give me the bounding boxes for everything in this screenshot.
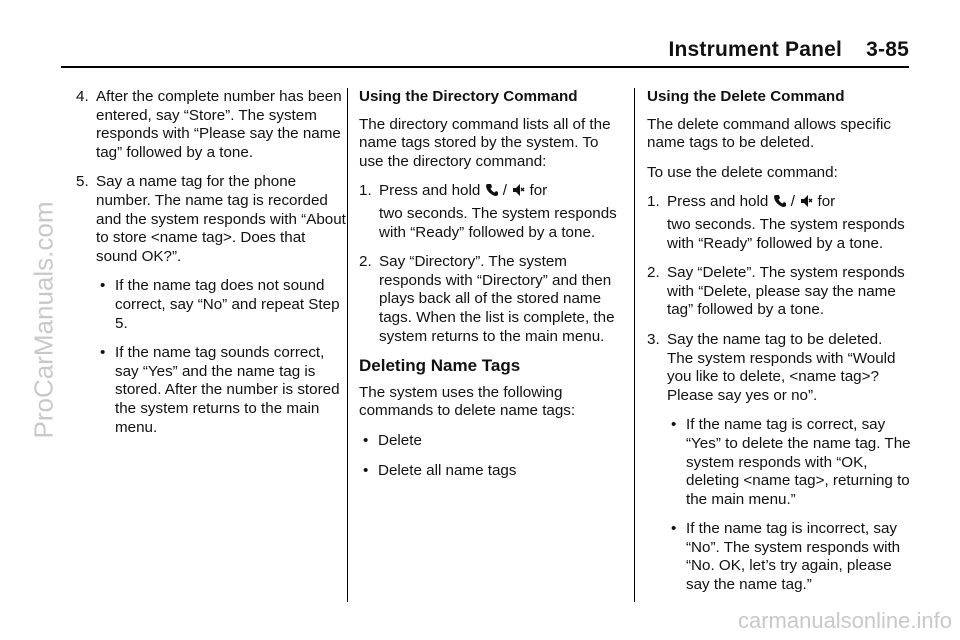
bullet-item (647, 416, 912, 509)
step-number: 3. (647, 330, 660, 348)
phone-handset-icon (485, 183, 499, 197)
step-2 (359, 253, 624, 346)
step-suffix: for (529, 182, 548, 200)
step-number: 2. (359, 253, 372, 271)
column-2 (359, 88, 624, 491)
step-2 (647, 264, 912, 320)
bullet-dot: • (671, 416, 677, 434)
bullet-dot: • (363, 461, 369, 479)
step-number: 1. (359, 182, 372, 200)
step-5 (76, 173, 346, 266)
bullet-dot: • (671, 520, 677, 538)
bullet-item (76, 344, 346, 437)
step-number: 5. (76, 173, 89, 191)
bullet-dot: • (363, 431, 369, 449)
step-number: 2. (647, 264, 660, 282)
step-text: Say a name tag for the phone number. The name tag is recorded and the system responds with “About to store <name tag>. Does that sound OK?”. (96, 173, 346, 265)
speaker-mute-icon (799, 194, 813, 208)
step-number: 1. (647, 193, 660, 211)
bullet-dot: • (100, 344, 106, 362)
column-divider-1 (347, 88, 348, 602)
side-watermark-text: ProCarManuals.com (28, 201, 59, 439)
step-continuation: two seconds. The system responds with “Ready” followed by a tone. (379, 204, 617, 241)
step-1 (359, 182, 624, 242)
step-text: After the complete number has been entered, say “Store”. The system responds with “Please say the name tag” followed by a tone. (96, 88, 342, 161)
icon-separator: / (502, 182, 508, 200)
bullet-text: If the name tag is correct, say “Yes” to delete the name tag. The system responds with “OK, deleting <name tag>, returning to the main menu.” (686, 416, 911, 508)
bullet-item (76, 277, 346, 333)
step-continuation: two seconds. The system responds with “Ready” followed by a tone. (667, 215, 905, 252)
delete-intro-2: To use the delete command: (647, 163, 838, 181)
speaker-mute-icon (511, 183, 525, 197)
step-number: 4. (76, 88, 89, 105)
bullet-text: If the name tag is incorrect, say “No”. The system responds with “No. OK, let’s try again, please say the name tag.” (686, 520, 901, 594)
step-text: Say “Delete”. The system responds with “Delete, please say the name tag” followed by a tone. (667, 264, 905, 319)
deleting-intro: The system uses the following commands to delete name tags: (359, 383, 576, 420)
delete-intro: The delete command allows specific name tags to be deleted. (647, 115, 891, 152)
phone-handset-icon (773, 194, 787, 208)
bullet-dot: • (100, 277, 106, 295)
bullet-item (359, 462, 624, 481)
delete-command-heading: Using the Delete Command (647, 88, 845, 105)
bullet-text: Delete (378, 431, 422, 449)
bullet-text: If the name tag sounds correct, say “Yes” and the name tag is stored. After the number is stored the system returns to the main menu. (115, 344, 340, 436)
bullet-item (647, 520, 912, 594)
bottom-watermark: carmanualsonline.info (737, 608, 952, 633)
step-3 (647, 331, 912, 405)
step-1 (647, 193, 912, 253)
deleting-name-tags-heading: Deleting Name Tags (359, 356, 521, 376)
step-4 (76, 88, 346, 162)
step-text (379, 182, 624, 242)
bullet-text: If the name tag does not sound correct, say “No” and repeat Step 5. (115, 277, 340, 332)
step-text (667, 193, 912, 253)
column-1 (76, 88, 346, 448)
header-rule (61, 66, 909, 68)
directory-intro: The directory command lists all of the name tags stored by the system. To use the directory command: (359, 115, 611, 170)
column-3 (647, 88, 912, 606)
page-header-title: Instrument Panel 3-85 (668, 38, 909, 61)
directory-heading: Using the Directory Command (359, 88, 578, 105)
step-text: Say the name tag to be deleted. The system responds with “Would you like to delete, <name tag>? Please say yes or no”. (667, 330, 896, 404)
column-divider-2 (634, 88, 635, 602)
step-text: Say “Directory”. The system responds with “Directory” and then plays back all of the stored name tags. When the list is complete, the system returns to the main menu. (379, 253, 615, 345)
step-prefix: Press and hold (379, 182, 481, 200)
bullet-item (359, 432, 624, 451)
icon-separator: / (790, 193, 796, 211)
step-prefix: Press and hold (667, 193, 769, 211)
bullet-text: Delete all name tags (378, 461, 517, 479)
step-suffix: for (817, 193, 836, 211)
